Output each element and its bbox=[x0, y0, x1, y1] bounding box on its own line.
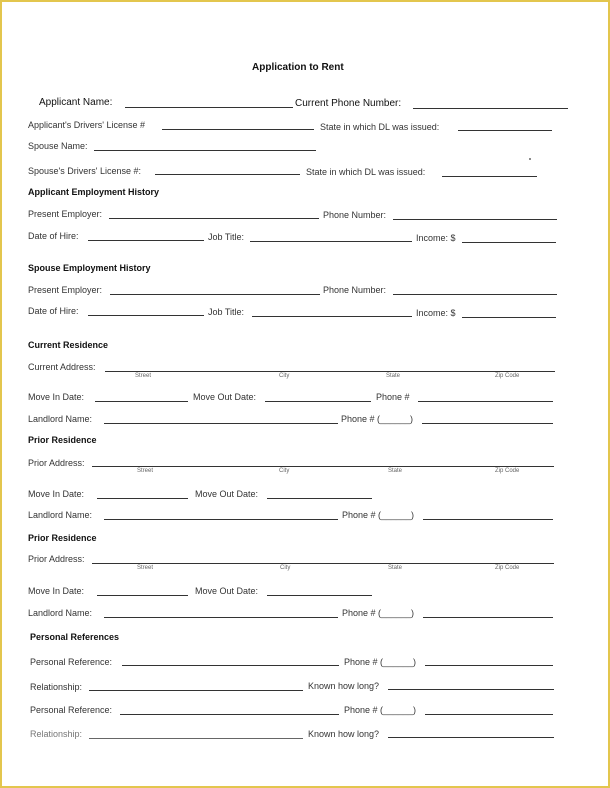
current-landlord-phone-field[interactable] bbox=[422, 423, 553, 424]
prior-2-move-in-field[interactable] bbox=[97, 595, 188, 596]
prior-1-move-out-label: Move Out Date: bbox=[195, 489, 259, 499]
current-phone-number-label: Phone # bbox=[376, 392, 410, 402]
prior-1-landlord-phone-label: Phone # (______) bbox=[342, 510, 415, 520]
prior-2-street-caption: Street bbox=[137, 565, 154, 571]
prior-1-state-caption: State bbox=[388, 468, 403, 474]
prior-2-landlord-field[interactable] bbox=[104, 617, 338, 618]
spouse-income-field[interactable] bbox=[462, 317, 556, 318]
current-landlord-field[interactable] bbox=[104, 423, 338, 424]
prior-1-zip-caption: Zip Code bbox=[495, 468, 520, 474]
spouse-license-field[interactable] bbox=[155, 174, 300, 175]
current-state-caption: State bbox=[386, 373, 401, 379]
prior-address-2-label: Prior Address: bbox=[28, 554, 85, 564]
reference-2-field[interactable] bbox=[120, 714, 339, 715]
prior-1-move-out-field[interactable] bbox=[267, 498, 372, 499]
spouse-income-label: Income: $ bbox=[416, 308, 456, 318]
spouse-job-title-field[interactable] bbox=[252, 316, 412, 317]
prior-2-landlord-label: Landlord Name: bbox=[28, 608, 93, 618]
relationship-1-field[interactable] bbox=[89, 690, 303, 691]
spouse-dl-state-label: State in which DL was issued: bbox=[306, 167, 426, 177]
applicant-employer-phone-label: Phone Number: bbox=[323, 210, 387, 220]
current-move-in-field[interactable] bbox=[95, 401, 188, 402]
prior-address-2-field[interactable] bbox=[92, 563, 554, 564]
spouse-dl-state-field[interactable] bbox=[442, 176, 537, 177]
current-move-out-field[interactable] bbox=[265, 401, 371, 402]
applicant-license-label: Applicant's Drivers' License # bbox=[28, 120, 145, 130]
relationship-2-label: Relationship: bbox=[30, 729, 83, 739]
applicant-dl-state-label: State in which DL was issued: bbox=[320, 122, 440, 132]
prior-1-move-in-label: Move In Date: bbox=[28, 489, 85, 499]
applicant-income-label: Income: $ bbox=[416, 233, 456, 243]
reference-1-phone-label: Phone # (______) bbox=[344, 657, 417, 667]
spouse-name-label: Spouse Name: bbox=[28, 141, 88, 151]
spouse-employer-field[interactable] bbox=[110, 294, 320, 295]
spouse-hire-date-field[interactable] bbox=[88, 315, 204, 316]
current-move-in-label: Move In Date: bbox=[28, 392, 85, 402]
reference-2-label: Personal Reference: bbox=[30, 705, 113, 715]
reference-1-label: Personal Reference: bbox=[30, 657, 113, 667]
prior-1-street-caption: Street bbox=[137, 468, 154, 474]
prior-address-1-label: Prior Address: bbox=[28, 458, 85, 468]
speck-mark bbox=[529, 158, 531, 160]
spouse-employment-heading: Spouse Employment History bbox=[28, 263, 151, 273]
prior-2-zip-caption: Zip Code bbox=[495, 565, 520, 571]
relationship-1-label: Relationship: bbox=[30, 682, 83, 692]
applicant-employment-heading: Applicant Employment History bbox=[28, 187, 160, 197]
current-phone-field[interactable] bbox=[413, 108, 568, 109]
current-street-caption: Street bbox=[135, 373, 152, 379]
applicant-dl-state-field[interactable] bbox=[458, 130, 552, 131]
applicant-job-title-field[interactable] bbox=[250, 241, 412, 242]
spouse-hire-date-label: Date of Hire: bbox=[28, 306, 79, 316]
reference-1-field[interactable] bbox=[122, 665, 339, 666]
applicant-hire-date-field[interactable] bbox=[88, 240, 204, 241]
personal-references-heading: Personal References bbox=[30, 632, 120, 642]
prior-2-move-out-label: Move Out Date: bbox=[195, 586, 259, 596]
reference-2-phone-field[interactable] bbox=[425, 714, 553, 715]
prior-2-landlord-phone-field[interactable] bbox=[423, 617, 553, 618]
spouse-employer-phone-label: Phone Number: bbox=[323, 285, 387, 295]
known-how-long-2-field[interactable] bbox=[388, 737, 554, 738]
spouse-employer-phone-field[interactable] bbox=[393, 294, 557, 295]
applicant-job-title-label: Job Title: bbox=[208, 232, 245, 242]
current-move-out-label: Move Out Date: bbox=[193, 392, 257, 402]
applicant-hire-date-label: Date of Hire: bbox=[28, 231, 79, 241]
prior-2-move-out-field[interactable] bbox=[267, 595, 372, 596]
prior-1-landlord-field[interactable] bbox=[104, 519, 338, 520]
spouse-license-label: Spouse's Drivers' License #: bbox=[28, 166, 141, 176]
applicant-license-field[interactable] bbox=[162, 129, 314, 130]
known-how-long-1-field[interactable] bbox=[388, 689, 554, 690]
applicant-employer-label: Present Employer: bbox=[28, 209, 103, 219]
page-title: Application to Rent bbox=[252, 62, 344, 73]
current-address-label: Current Address: bbox=[28, 362, 96, 372]
spouse-employer-label: Present Employer: bbox=[28, 285, 103, 295]
applicant-name-label: Applicant Name: bbox=[39, 97, 113, 108]
spouse-name-field[interactable] bbox=[94, 150, 316, 151]
prior-2-city-caption: City bbox=[280, 565, 291, 571]
applicant-employer-phone-field[interactable] bbox=[393, 219, 557, 220]
prior-residence-1-heading: Prior Residence bbox=[28, 435, 97, 445]
prior-1-move-in-field[interactable] bbox=[97, 498, 188, 499]
applicant-income-field[interactable] bbox=[462, 242, 556, 243]
current-phone-label: Current Phone Number: bbox=[295, 98, 402, 109]
prior-2-move-in-label: Move In Date: bbox=[28, 586, 85, 596]
prior-address-1-field[interactable] bbox=[92, 466, 554, 467]
reference-2-phone-label: Phone # (______) bbox=[344, 705, 417, 715]
prior-1-landlord-label: Landlord Name: bbox=[28, 510, 93, 520]
current-phone-number-field[interactable] bbox=[418, 401, 553, 402]
prior-1-landlord-phone-field[interactable] bbox=[423, 519, 553, 520]
prior-2-landlord-phone-label: Phone # (______) bbox=[342, 608, 415, 618]
relationship-2-field[interactable] bbox=[89, 738, 303, 739]
applicant-name-field[interactable] bbox=[125, 107, 293, 108]
current-landlord-phone-label: Phone # (______) bbox=[341, 414, 414, 424]
current-address-field[interactable] bbox=[105, 371, 555, 372]
current-zip-caption: Zip Code bbox=[495, 373, 520, 379]
current-landlord-label: Landlord Name: bbox=[28, 414, 93, 424]
prior-1-city-caption: City bbox=[279, 468, 290, 474]
spouse-job-title-label: Job Title: bbox=[208, 307, 245, 317]
known-how-long-1-label: Known how long? bbox=[308, 681, 380, 691]
prior-residence-2-heading: Prior Residence bbox=[28, 533, 97, 543]
prior-2-state-caption: State bbox=[388, 565, 403, 571]
known-how-long-2-label: Known how long? bbox=[308, 729, 380, 739]
applicant-employer-field[interactable] bbox=[109, 218, 319, 219]
current-city-caption: City bbox=[279, 373, 290, 379]
current-residence-heading: Current Residence bbox=[28, 340, 109, 350]
reference-1-phone-field[interactable] bbox=[425, 665, 553, 666]
